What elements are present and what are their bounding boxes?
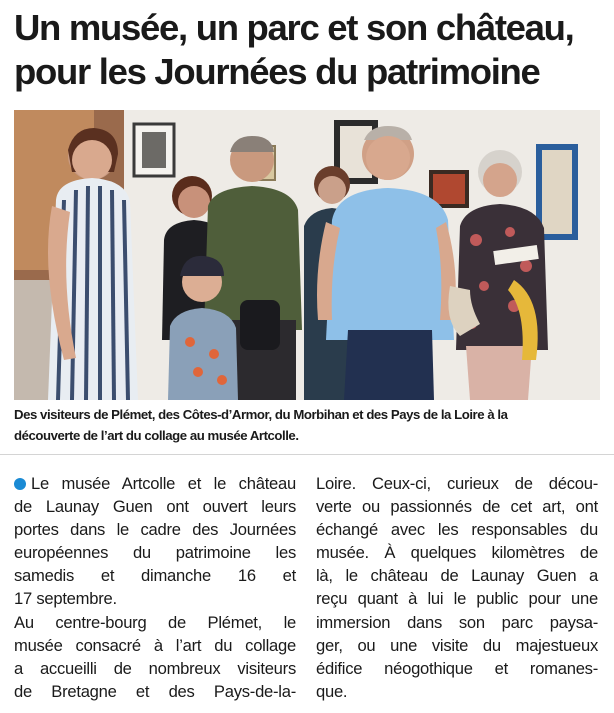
body-line: Loire. Ceux-ci, curieux de décou- (316, 474, 598, 493)
body-line: musée consacré à l’art du collage (14, 635, 296, 655)
body-line: verte ou passionnés de cet art, ont (316, 497, 598, 517)
body-line: a accueilli de nombreux visiteurs (14, 658, 296, 678)
photo-caption (14, 404, 606, 446)
body-line: là, le château de Launay Guen a (316, 566, 598, 586)
body-column-left (14, 472, 296, 703)
body-line: européennes du patrimoine les (14, 543, 296, 563)
body-line: Au centre-bourg de Plémet, le (14, 612, 296, 632)
caption-divider (0, 454, 614, 455)
body-column-right (316, 472, 598, 703)
body-line: échangé avec les responsables du (316, 520, 598, 540)
body-line: Le musée Artcolle et le château (14, 472, 296, 495)
body-line: immersion dans son parc paysa- (316, 612, 598, 632)
headline-line-2: pour les Journées du patrimoine (14, 51, 540, 92)
headline (14, 6, 606, 94)
body-line: de Launay Guen ont ouvert leurs (14, 497, 296, 517)
group-photo-illustration (14, 110, 600, 400)
body-line: portes dans le cadre des Journées (14, 520, 296, 540)
body-line: que. (316, 681, 348, 701)
body-line: de Bretagne et des Pays-de-la- (14, 681, 296, 701)
body-line: reçu quant à lui le public pour une (316, 589, 598, 609)
body-line: 17 septembre. (14, 589, 117, 609)
caption-line-2: découverte de l’art du collage au musée Artcolle. (14, 428, 299, 443)
body-line: édifice néogothique et romanes- (316, 658, 598, 678)
body-line: samedis et dimanche 16 et (14, 566, 296, 586)
bullet-dot-icon (14, 478, 26, 490)
headline-line-1: Un musée, un parc et son château, (14, 7, 574, 48)
article-photo (14, 110, 600, 400)
body-line: ger, ou une visite du majestueux (316, 635, 598, 655)
caption-line-1: Des visiteurs de Plémet, des Côtes-d’Armor, du Morbihan et des Pays de la Loire à la (14, 407, 508, 422)
body-line: musée. À quelques kilomètres de (316, 543, 598, 563)
